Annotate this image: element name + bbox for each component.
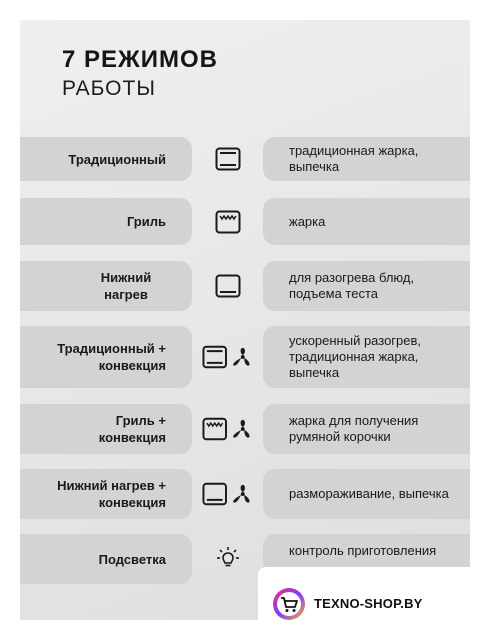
mode-name xyxy=(20,137,192,181)
mode-name xyxy=(20,469,192,519)
mode-name-text: Традиционный xyxy=(68,151,166,167)
oven-grill-icon xyxy=(215,210,241,234)
oven-traditional-icon xyxy=(202,345,227,369)
mode-description-text: жарка xyxy=(289,213,326,229)
page-title xyxy=(62,46,218,102)
mode-name-text: Гриль + конвекция xyxy=(98,413,166,445)
mode-name-text: Нижний нагрев xyxy=(100,270,152,302)
mode-description-text: контроль приготовления xyxy=(289,543,437,558)
mode-name xyxy=(20,261,192,311)
mode-description xyxy=(263,137,470,181)
mode-row-grill-convection xyxy=(20,404,470,454)
mode-name-text: Гриль xyxy=(126,214,166,229)
oven-bottom-heat-icon xyxy=(215,274,241,298)
mode-icons xyxy=(202,261,254,311)
mode-description xyxy=(263,469,470,519)
mode-icons xyxy=(202,137,254,181)
mode-description-text: для разогрева блюд, подъема теста xyxy=(289,270,415,301)
mode-name xyxy=(20,326,192,388)
mode-description-text: традиционная жарка, выпечка xyxy=(289,143,419,174)
fan-icon xyxy=(232,346,254,368)
mode-row-traditional xyxy=(20,137,470,181)
mode-description-text: ускоренный разогрев, традиционная жарка, выпечка xyxy=(289,333,422,380)
mode-icons xyxy=(202,326,254,388)
lamp-icon xyxy=(214,545,242,573)
oven-traditional-icon xyxy=(215,147,241,171)
mode-name xyxy=(20,404,192,454)
mode-icons xyxy=(202,534,254,584)
mode-name-text: Традиционный + конвекция xyxy=(57,341,166,373)
oven-bottom-heat-icon xyxy=(202,482,227,506)
oven-grill-icon xyxy=(202,417,227,441)
oven-modes-card xyxy=(20,20,470,620)
mode-row-traditional-convection xyxy=(20,326,470,388)
mode-description xyxy=(263,326,470,388)
mode-icons xyxy=(202,469,254,519)
mode-name xyxy=(20,198,192,245)
title-line-1: 7 РЕЖИМОВ xyxy=(62,46,218,73)
mode-description xyxy=(263,198,470,245)
mode-icons xyxy=(202,404,254,454)
mode-name xyxy=(20,534,192,584)
mode-icons xyxy=(202,198,254,245)
mode-row-grill xyxy=(20,198,470,245)
shop-badge[interactable] xyxy=(258,567,490,640)
mode-row-bottom-heat-convection xyxy=(20,469,470,519)
title-line-2: РАБОТЫ xyxy=(62,77,156,100)
mode-description-text: размораживание, выпечка xyxy=(289,486,449,501)
shop-badge-text[interactable]: TEXNO-SHOP.BY xyxy=(314,596,423,611)
mode-name-text: Подсветка xyxy=(98,551,166,567)
mode-row-bottom-heat xyxy=(20,261,470,311)
fan-icon xyxy=(232,483,254,505)
mode-name-text: Нижний нагрев + конвекция xyxy=(57,478,166,510)
mode-description-text: жарка для получения румяной корочки xyxy=(289,413,419,444)
mode-description xyxy=(263,261,470,311)
mode-description xyxy=(263,404,470,454)
cart-logo-icon xyxy=(272,587,306,621)
fan-icon xyxy=(232,418,254,440)
